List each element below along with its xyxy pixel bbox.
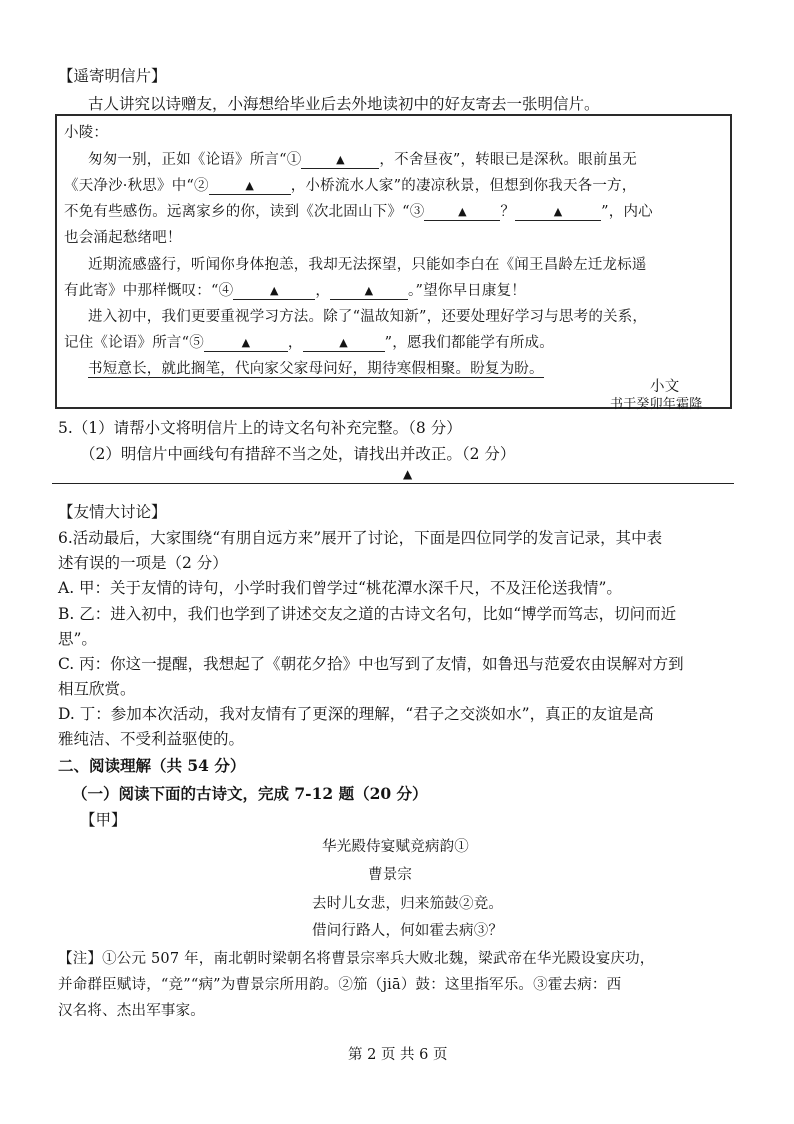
note-line: 汉名将、杰出军事家。 — [58, 1003, 205, 1019]
option-b: B. 乙：进入初中，我们也学到了讲述交友之道的古诗文名句，比如“博学而笃志，切问而近 — [58, 605, 677, 623]
q6-stem: 述有误的一项是（2 分） — [58, 554, 228, 572]
blank-1: ▲ — [301, 152, 379, 169]
postcard-line: 近期流感盛行，听闻你身体抱恙，我却无法探望，只能如李白在《闻王昌龄左迁龙标遥 — [88, 257, 647, 273]
q6-stem: 6.活动最后，大家围绕“有朋自远方来”展开了讨论，下面是四位同学的发言记录，其中表 — [58, 529, 663, 547]
blank-5a: ▲ — [204, 335, 288, 352]
postcard-line: 《天净沙·秋思》中“② ▲ ，小桥流水人家”的凄凉秋景，但想到你我天各一方， — [64, 178, 637, 194]
postcard-date: 书于癸卯年霜降 — [610, 397, 703, 412]
reading-subheading: （一）阅读下面的古诗文，完成 7-12 题（20 分） — [72, 784, 428, 803]
postcard-line: 进入初中，我们更要重视学习方法。除了“温故知新”，还要处理好学习与思考的关系， — [88, 309, 648, 325]
blank-2: ▲ — [209, 178, 291, 195]
postcard-line: 有此寄》中那样慨叹：“④ ▲ ， ▲ 。”望你早日康复！ — [64, 283, 526, 299]
postcard-line: 匆匆一别，正如《论语》所言“① ▲ ，不舍昼夜”，转眼已是深秋。眼前虽无 — [88, 152, 637, 168]
poem-line: 去时儿女悲，归来笳鼓②竞。 — [312, 896, 504, 912]
option-d: D. 丁：参加本次活动，我对友情有了更深的理解，“君子之交淡如水”，真正的友谊是高 — [58, 705, 654, 723]
option-a: A. 甲：关于友情的诗句，小学时我们曾学过“桃花潭水深千尺，不及汪伦送我情”。 — [58, 579, 622, 597]
option-b: 思”。 — [58, 630, 97, 648]
page-number: 第 2 页 共 6 页 — [348, 1047, 448, 1063]
answer-line — [52, 483, 734, 484]
option-c: 相互欣赏。 — [58, 680, 136, 698]
postcard-line: 也会涌起愁绪吧！ — [64, 230, 182, 246]
option-d: 雅纯洁、不受利益驱使的。 — [58, 730, 245, 748]
reading-heading: 二、阅读理解（共 54 分） — [58, 756, 246, 775]
section-heading-friendship: 【友情大讨论】 — [58, 503, 167, 521]
blank-3a: ▲ — [424, 204, 500, 221]
poem-author: 曹景宗 — [368, 867, 413, 883]
postcard-line: 不免有些感伤。远离家乡的你，读到《次北固山下》“③ ▲ ？ ▲ ”，内心 — [64, 204, 653, 220]
poem-title: 华光殿侍宴赋竞病韵① — [322, 839, 469, 855]
q5-part1: 5.（1）请帮小文将明信片上的诗文名句补充完整。（8 分） — [58, 419, 462, 437]
answer-marker: ▲ — [403, 467, 413, 481]
reading-label: 【甲】 — [80, 811, 127, 829]
note-line: 并命群臣赋诗，“竞”“病”为曹景宗所用韵。②笳（jiā）鼓：这里指军乐。③霍去病：西 — [58, 977, 622, 993]
intro-text: 古人讲究以诗赠友，小海想给毕业后去外地读初中的好友寄去一张明信片。 — [88, 95, 600, 113]
option-c: C. 丙：你这一提醒，我想起了《朝花夕拾》中也写到了友情，如鲁迅与范爱农由误解对方到 — [58, 655, 684, 673]
blank-4a: ▲ — [233, 283, 315, 300]
postcard-salutation: 小陵： — [64, 125, 109, 141]
blank-4b: ▲ — [330, 283, 408, 300]
blank-3b: ▲ — [515, 204, 601, 221]
blank-5b: ▲ — [303, 335, 385, 352]
note-line: 【注】①公元 507 年，南北朝时梁朝名将曹景宗率兵大败北魏，梁武帝在华光殿设宴庆功， — [58, 951, 655, 967]
underlined-sentence: 书短意长，就此搁笔，代向家父家母问好，期待寒假相聚。盼复为盼。 — [88, 361, 544, 377]
section-heading-postcard: 【遥寄明信片】 — [58, 67, 167, 85]
q5-part2: （2）明信片中画线句有措辞不当之处，请找出并改正。（2 分） — [80, 445, 516, 463]
postcard-signature: 小文 — [650, 379, 680, 395]
poem-line: 借问行路人，何如霍去病③？ — [312, 923, 504, 939]
postcard-line: 记住《论语》所言“⑤ ▲ ， ▲ ”，愿我们都能学有所成。 — [64, 335, 554, 351]
